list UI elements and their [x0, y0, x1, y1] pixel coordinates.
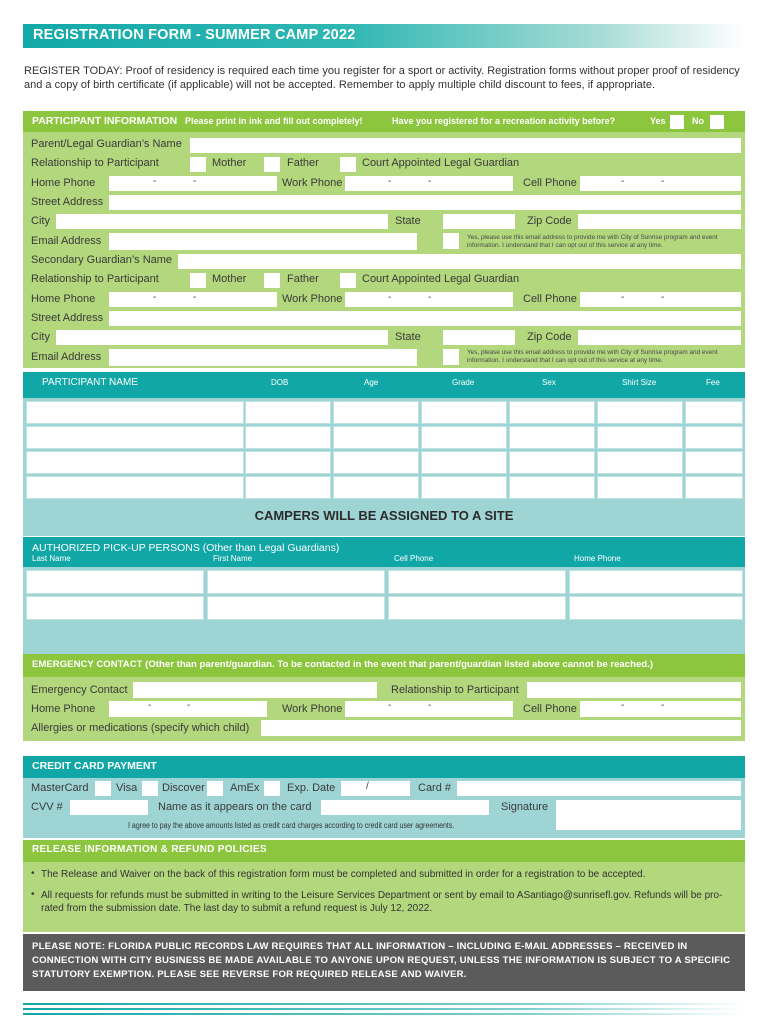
- participant-cell[interactable]: [597, 476, 683, 499]
- cell-phone-label: Cell Phone: [523, 177, 577, 189]
- visa-checkbox[interactable]: [142, 781, 158, 796]
- court-guardian-checkbox[interactable]: [340, 273, 356, 288]
- participant-cell[interactable]: [421, 476, 507, 499]
- decorative-line: [23, 1003, 745, 1005]
- exp-date-slash: /: [366, 781, 369, 792]
- participant-cell[interactable]: [597, 426, 683, 449]
- yes-checkbox[interactable]: [670, 115, 684, 129]
- city-field[interactable]: [56, 214, 388, 229]
- card-number-field[interactable]: [457, 781, 741, 796]
- email-optin-text: Yes, please use this email address to provide me with City of Sunrise program and event information. I understand that I can opt out of this service at any time.: [467, 349, 718, 364]
- pickup-cell[interactable]: [207, 570, 385, 594]
- relationship-label: Relationship to Participant: [31, 273, 159, 285]
- email-optin-text: Yes, please use this email address to provide me with City of Sunrise program and event information. I understand that I can opt out of this service at any time.: [467, 234, 718, 249]
- yes-label: Yes: [650, 116, 666, 126]
- participant-table: [23, 398, 745, 502]
- decorative-line: [23, 1013, 745, 1015]
- city-label: City: [31, 215, 50, 227]
- mother-label: Mother: [212, 273, 247, 285]
- participant-cell[interactable]: [685, 426, 743, 449]
- state-label: State: [395, 215, 421, 227]
- email-optin-checkbox[interactable]: [443, 349, 459, 365]
- phone-dash: -: [621, 176, 625, 187]
- col-sex: Sex: [542, 378, 556, 387]
- state-field[interactable]: [443, 330, 515, 345]
- emergency-contact-field[interactable]: [133, 682, 377, 698]
- participant-info-title: PARTICIPANT INFORMATION: [32, 115, 178, 127]
- court-guardian-checkbox[interactable]: [340, 157, 356, 172]
- participant-cell[interactable]: [597, 401, 683, 424]
- col-fee: Fee: [706, 378, 720, 387]
- participant-cell[interactable]: [509, 451, 595, 474]
- participant-cell[interactable]: [421, 451, 507, 474]
- exp-date-field[interactable]: [341, 781, 410, 796]
- parent-name-field[interactable]: [190, 138, 741, 153]
- email-label: Email Address: [31, 351, 102, 363]
- participant-cell[interactable]: [245, 476, 331, 499]
- street-label: Street Address: [31, 196, 104, 208]
- participant-cell[interactable]: [597, 451, 683, 474]
- street-field[interactable]: [109, 195, 741, 210]
- father-label: Father: [287, 157, 319, 169]
- street-field[interactable]: [109, 311, 741, 326]
- bullet-icon: •: [31, 889, 35, 900]
- col-dob: DOB: [271, 378, 289, 387]
- secondary-name-field[interactable]: [178, 254, 741, 269]
- participant-cell[interactable]: [26, 401, 244, 424]
- col-participant-name: PARTICIPANT NAME: [42, 377, 138, 388]
- phone-dash: -: [388, 176, 392, 187]
- visa-label: Visa: [116, 782, 138, 794]
- home-phone-label: Home Phone: [31, 177, 96, 189]
- home-phone-label: Home Phone: [31, 703, 96, 715]
- pickup-cell[interactable]: [569, 570, 743, 594]
- pickup-title: AUTHORIZED PICK-UP PERSONS (Other than Legal Guardians): [32, 542, 340, 554]
- discover-checkbox[interactable]: [207, 781, 223, 796]
- col-last-name: Last Name: [32, 554, 71, 563]
- phone-dash: -: [661, 700, 665, 711]
- father-checkbox[interactable]: [264, 157, 280, 172]
- bullet-icon: •: [31, 868, 35, 879]
- cvv-field[interactable]: [70, 800, 148, 815]
- participant-cell[interactable]: [245, 451, 331, 474]
- phone-dash: -: [187, 700, 191, 711]
- amex-label: AmEx: [230, 782, 260, 794]
- mother-label: Mother: [212, 157, 247, 169]
- pickup-cell[interactable]: [569, 596, 743, 620]
- phone-dash: -: [428, 176, 432, 187]
- participant-cell[interactable]: [245, 401, 331, 424]
- name-on-card-label: Name as it appears on the card: [158, 801, 312, 813]
- zip-field[interactable]: [578, 330, 741, 345]
- amex-checkbox[interactable]: [264, 781, 280, 796]
- street-label: Street Address: [31, 312, 104, 324]
- participant-cell[interactable]: [26, 476, 244, 499]
- father-label: Father: [287, 273, 319, 285]
- col-shirt-size: Shirt Size: [622, 378, 657, 387]
- registered-question: Have you registered for a recreation activity before?: [392, 116, 616, 126]
- emergency-relationship-field[interactable]: [527, 682, 741, 698]
- father-checkbox[interactable]: [264, 273, 280, 288]
- emergency-contact-label: Emergency Contact: [31, 684, 128, 696]
- city-label: City: [31, 331, 50, 343]
- emergency-title: EMERGENCY CONTACT (Other than parent/guardian. To be contacted in the event that parent/guardian listed above cannot be reached.): [32, 659, 654, 670]
- no-label: No: [692, 116, 704, 126]
- participant-cell[interactable]: [333, 426, 419, 449]
- email-field[interactable]: [109, 233, 417, 250]
- court-guardian-label: Court Appointed Legal Guardian: [362, 157, 520, 169]
- col-grade: Grade: [452, 378, 475, 387]
- work-phone-label: Work Phone: [282, 293, 343, 305]
- phone-dash: -: [388, 700, 392, 711]
- emergency-relationship-label: Relationship to Participant: [391, 684, 519, 696]
- phone-dash: -: [153, 176, 157, 187]
- participant-cell[interactable]: [333, 451, 419, 474]
- phone-dash: -: [428, 292, 432, 303]
- phone-dash: -: [661, 176, 665, 187]
- participant-cell[interactable]: [685, 451, 743, 474]
- allergies-field[interactable]: [261, 720, 741, 736]
- col-cell-phone: Cell Phone: [394, 554, 434, 563]
- name-on-card-field[interactable]: [321, 800, 489, 815]
- campers-notice: CAMPERS WILL BE ASSIGNED TO A SITE: [254, 508, 514, 523]
- pickup-cell[interactable]: [388, 596, 566, 620]
- phone-dash: -: [621, 700, 625, 711]
- participant-cell[interactable]: [509, 426, 595, 449]
- email-optin-checkbox[interactable]: [443, 233, 459, 249]
- zip-label: Zip Code: [527, 215, 572, 227]
- phone-dash: -: [428, 700, 432, 711]
- relationship-label: Relationship to Participant: [31, 157, 159, 169]
- col-home-phone: Home Phone: [574, 554, 621, 563]
- page-title: REGISTRATION FORM - SUMMER CAMP 2022: [33, 27, 356, 43]
- work-phone-label: Work Phone: [282, 703, 343, 715]
- pickup-cell[interactable]: [26, 570, 204, 594]
- col-first-name: First Name: [213, 554, 253, 563]
- no-checkbox[interactable]: [710, 115, 724, 129]
- participant-cell[interactable]: [421, 426, 507, 449]
- home-phone-label: Home Phone: [31, 293, 96, 305]
- col-age: Age: [364, 378, 379, 387]
- participant-cell[interactable]: [333, 476, 419, 499]
- mastercard-checkbox[interactable]: [95, 781, 111, 796]
- credit-card-agreement: I agree to pay the above amounts listed as credit card charges according to credit card user agreements.: [128, 821, 455, 830]
- phone-dash: -: [193, 292, 197, 303]
- state-field[interactable]: [443, 214, 515, 229]
- email-label: Email Address: [31, 235, 102, 247]
- card-number-label: Card #: [418, 782, 452, 794]
- participant-cell[interactable]: [26, 451, 244, 474]
- release-bullet-1: The Release and Waiver on the back of this registration form must be completed and submitted in order for a registration to be accepted.: [41, 869, 646, 880]
- credit-card-title: CREDIT CARD PAYMENT: [32, 760, 157, 772]
- mother-checkbox[interactable]: [190, 273, 206, 288]
- discover-label: Discover: [162, 782, 205, 794]
- exp-date-label: Exp. Date: [287, 782, 336, 794]
- intro-text: REGISTER TODAY: Proof of residency is required each time you register for a sport or activity. Registration forms without proper proof of residency and a copy of birth certificate (if applicable) will not be accepted. Remember to apply multiple child discount to fees, if appropriate.: [24, 65, 740, 91]
- cell-phone-label: Cell Phone: [523, 703, 577, 715]
- phone-dash: -: [148, 700, 152, 711]
- participant-cell[interactable]: [26, 426, 244, 449]
- court-guardian-label: Court Appointed Legal Guardian: [362, 273, 520, 285]
- participant-cell[interactable]: [245, 426, 331, 449]
- parent-name-label: Parent/Legal Guardian’s Name: [31, 138, 182, 150]
- state-label: State: [395, 331, 421, 343]
- public-records-note: PLEASE NOTE: FLORIDA PUBLIC RECORDS LAW REQUIRES THAT ALL INFORMATION – INCLUDING E-MAIL ADDRESSES – RECEIVED IN CONNECTION WITH CITY BUSINESS BE MADE AVAILABLE TO ANYONE UPON REQUEST, UNLESS THE INFORMATION IS SUBJECT TO A SPECIFIC STATUTORY EXEMPTION. PLEASE SEE REVERSE FOR REQUIRED RELEASE AND WAIVER.: [32, 941, 731, 980]
- phone-dash: -: [193, 176, 197, 187]
- decorative-line: [23, 1008, 745, 1010]
- pickup-cell[interactable]: [388, 570, 566, 594]
- mother-checkbox[interactable]: [190, 157, 206, 172]
- cell-phone-label: Cell Phone: [523, 293, 577, 305]
- city-field[interactable]: [56, 330, 388, 345]
- phone-dash: -: [388, 292, 392, 303]
- email-field[interactable]: [109, 349, 417, 366]
- zip-field[interactable]: [578, 214, 741, 229]
- participant-cell[interactable]: [685, 401, 743, 424]
- signature-label: Signature: [501, 801, 549, 813]
- mastercard-label: MasterCard: [31, 782, 89, 794]
- cvv-label: CVV #: [31, 801, 63, 813]
- phone-dash: -: [153, 292, 157, 303]
- allergies-label: Allergies or medications (specify which child): [31, 722, 250, 734]
- participant-cell[interactable]: [421, 401, 507, 424]
- pickup-cell[interactable]: [26, 596, 204, 620]
- pickup-cell[interactable]: [207, 596, 385, 620]
- signature-field[interactable]: [556, 800, 741, 830]
- participant-cell[interactable]: [509, 401, 595, 424]
- participant-info-instruction: Please print in ink and fill out completely!: [185, 116, 363, 126]
- release-title: RELEASE INFORMATION & REFUND POLICIES: [32, 844, 267, 855]
- participant-cell[interactable]: [509, 476, 595, 499]
- release-bullet-2: All requests for refunds must be submitted in writing to the Leisure Services Department or sent by email to ASantiago@sunrisefl.gov. Refunds will be pro-rated from the submission date. The last day to submit a refund request is July 12, 2022.: [41, 890, 723, 914]
- work-phone-label: Work Phone: [282, 177, 343, 189]
- secondary-name-label: Secondary Guardian’s Name: [31, 254, 173, 266]
- participant-cell[interactable]: [333, 401, 419, 424]
- phone-dash: -: [661, 292, 665, 303]
- pickup-table: [23, 567, 745, 623]
- zip-label: Zip Code: [527, 331, 572, 343]
- participant-cell[interactable]: [685, 476, 743, 499]
- phone-dash: -: [621, 292, 625, 303]
